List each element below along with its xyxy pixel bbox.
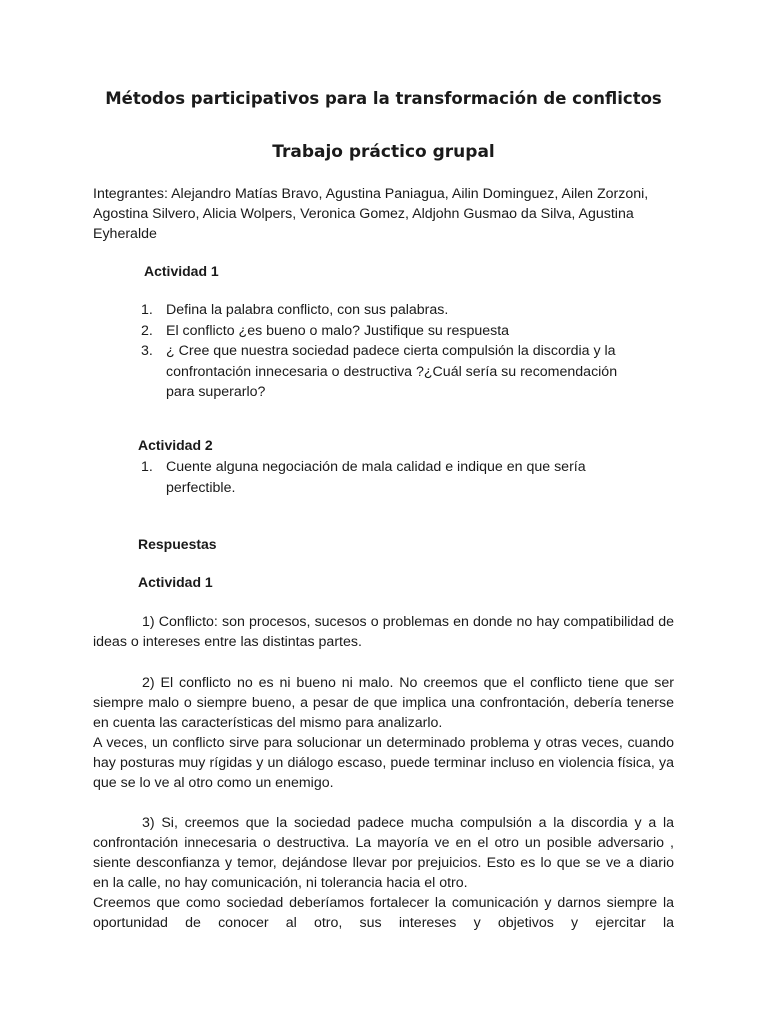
list-item-text: ¿ Cree que nuestra sociedad padece cierta compulsión la discordia y la confrontación innecesaria o destructiva ?¿Cuál sería su recomendación para superarlo? — [166, 343, 618, 400]
members-paragraph: Integrantes: Alejandro Matías Bravo, Agustina Paniagua, Ailin Dominguez, Ailen Zorzoni, Agostina Silvero, Alicia Wolpers, Veronica Gomez, Aldjohn Gusmao da Silva, Agustina Eyheralde — [93, 186, 649, 242]
list-item-number: 1. — [141, 302, 153, 318]
actividad-1-heading: Actividad 1 — [144, 263, 219, 279]
respuestas-heading: Respuestas — [138, 536, 217, 552]
actividad-2-heading: Actividad 2 — [138, 437, 213, 453]
actividad-2-list — [93, 457, 674, 498]
list-item-text: Cuente alguna negociación de mala calidad e indique en que sería perfectible. — [166, 459, 586, 496]
list-item-number: 3. — [141, 343, 153, 359]
document-subtitle: Trabajo práctico grupal — [272, 142, 495, 162]
answer-2-continuation-paragraph: A veces, un conflicto sirve para solucionar un determinado problema y otras veces, cuando hay posturas muy rígidas y un diálogo escaso, puede terminar incluso en violencia física, ya que se lo ve al otro como un enemigo. — [93, 735, 674, 791]
list-item-text: El conflicto ¿es bueno o malo? Justifique su respuesta — [166, 322, 510, 339]
list-item — [93, 300, 674, 321]
list-item — [93, 321, 674, 342]
list-item — [93, 457, 674, 498]
list-item — [93, 341, 674, 403]
answer-2-paragraph: 2) El conflicto no es ni bueno ni malo. No creemos que el conflicto tiene que ser siempre malo o siempre bueno, a pesar de que implica una confrontación, debería tenerse en cuenta las características del mismo para analizarlo. — [93, 675, 674, 731]
answer-3-paragraph: 3) Si, creemos que la sociedad padece mucha compulsión a la discordia y a la confrontación innecesaria o destructiva. La mayoría ve en el otro un posible adversario , siente desconfianza y temor, dejándose llevar por prejuicios. Esto es lo que se ve a diario en la calle, no hay comunicación, ni tolerancia hacia el otro. — [93, 815, 674, 891]
list-item-number: 2. — [141, 322, 153, 339]
answer-1-paragraph: 1) Conflicto: son procesos, sucesos o problemas en donde no hay compatibilidad de ideas o intereses entre las distintas partes. — [93, 614, 674, 650]
list-item-text: Defina la palabra conflicto, con sus palabras. — [166, 302, 449, 318]
document-title: Métodos participativos para la transformación de conflictos — [105, 89, 662, 108]
list-item-number: 1. — [141, 459, 153, 475]
actividad-1-list — [93, 300, 674, 403]
respuestas-actividad-1-heading: Actividad 1 — [138, 574, 213, 590]
answer-3-continuation-paragraph: Creemos que como sociedad deberíamos fortalecer la comunicación y darnos siempre la oportunidad de conocer al otro, sus intereses y objetivos y ejercitar la — [93, 895, 674, 931]
